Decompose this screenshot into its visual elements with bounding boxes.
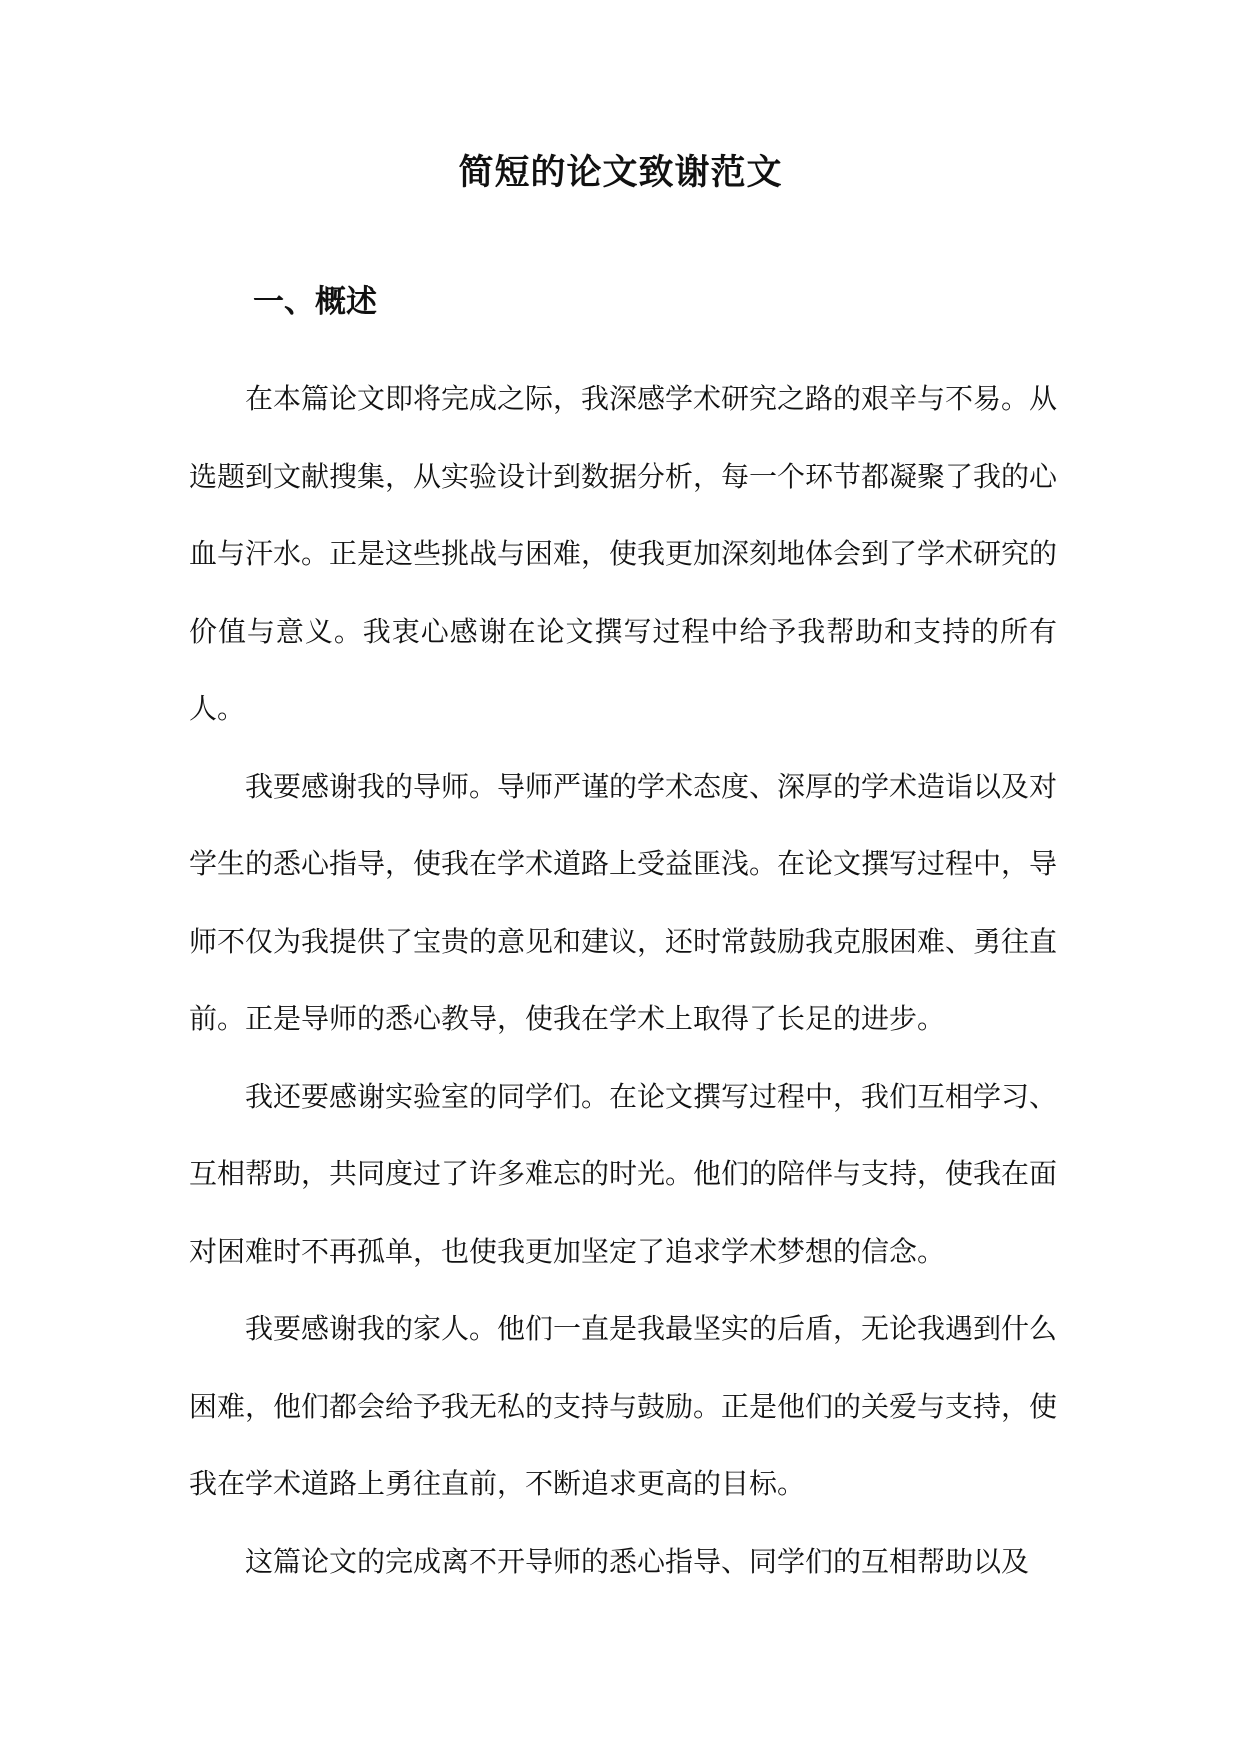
document-title: 简短的论文致谢范文 [458, 153, 783, 193]
document-body [189, 360, 1057, 1600]
paragraph-classmates: 我还要感谢实验室的同学们。在论文撰写过程中，我们互相学习、互相帮助，共同度过了许多难忘的时光。他们的陪伴与支持，使我在面对困难时不再孤单，也使我更加坚定了追求学术梦想的信念。 [189, 1079, 1058, 1268]
paragraph-advisor: 我要感谢我的导师。导师严谨的学术态度、深厚的学术造诣以及对学生的悉心指导，使我在学术道路上受益匪浅。在论文撰写过程中，导师不仅为我提供了宝贵的意见和建议，还时常鼓励我克服困难、勇往直前。正是导师的悉心教导，使我在学术上取得了长足的进步。 [189, 769, 1058, 1035]
paragraph-intro: 在本篇论文即将完成之际，我深感学术研究之路的艰辛与不易。从选题到文献搜集，从实验设计到数据分析，每一个环节都凝聚了我的心血与汗水。正是这些挑战与困难，使我更加深刻地体会到了学术研究的价值与意义。我衷心感谢在论文撰写过程中给予我帮助和支持的所有人。 [189, 382, 1058, 725]
paragraph-family: 我要感谢我的家人。他们一直是我最坚实的后盾，无论我遇到什么困难，他们都会给予我无私的支持与鼓励。正是他们的关爱与支持，使我在学术道路上勇往直前，不断追求更高的目标。 [189, 1312, 1058, 1500]
section-heading: 一、概述 [253, 284, 377, 320]
paragraph-closing: 这篇论文的完成离不开导师的悉心指导、同学们的互相帮助以及 [245, 1544, 1030, 1578]
